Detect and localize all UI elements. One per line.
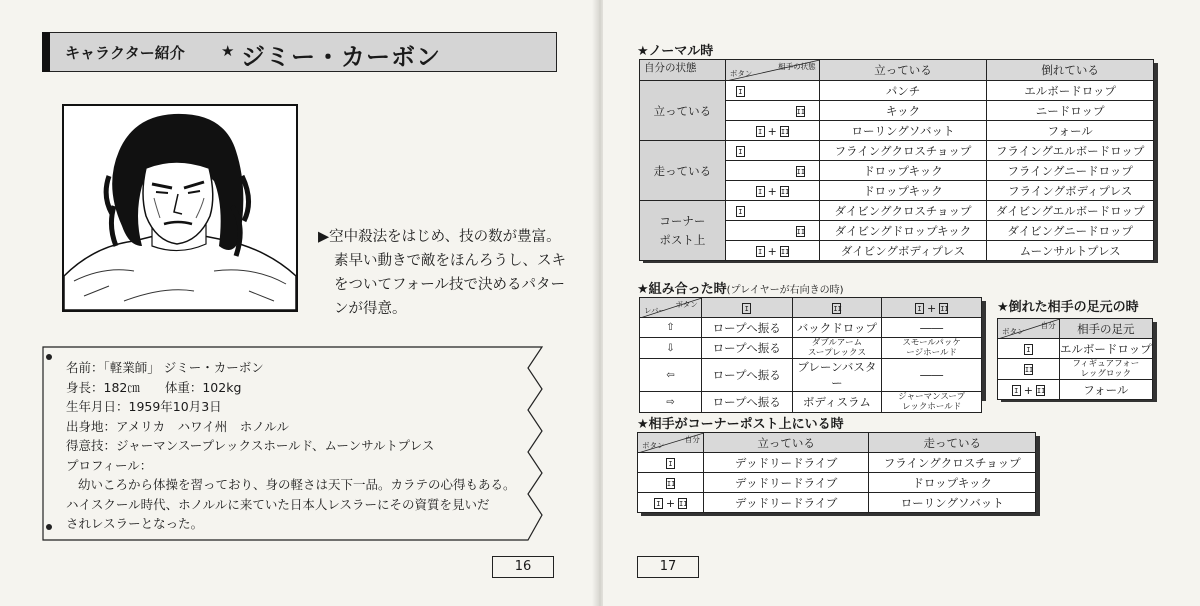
button-ii-icon: II [796,227,806,236]
move-cell: ダイビングクロスチョップ [819,201,987,221]
button-i-icon: I [915,303,924,314]
character-intro [318,225,568,321]
profile-height-weight: 身長：182㎝ 体重：102kg [66,379,242,395]
button-i-icon: I [756,246,765,257]
button-ii-icon: II [833,304,842,313]
state-running: 走っている [640,141,726,201]
header-button-ii [792,298,882,318]
header-down: 倒れている [987,60,1154,81]
normal-moves-table [639,59,1154,261]
move-cell: ドロップキック [819,181,987,201]
move-cell: エルボードロップ [987,81,1154,101]
button-i-icon: I [742,303,751,314]
button-cell: I + II [998,380,1060,400]
intro-line: 素早い動きで敵をほんろうし、スキ [334,253,566,269]
profile-text-line: 幼いころから体操を習っており、身の軽さは天下一品。カラテの心得もある。 [78,477,516,492]
corner-post-table [637,432,1036,513]
profile-birthplace: 出身地：アメリカ ハワイ州 ホノルル [66,418,289,434]
button-ii-icon: II [1036,386,1046,395]
header-button-both: I + II [882,298,982,318]
character-title-bar [42,32,557,72]
corner-post-section-title: ★相手がコーナーポスト上にいる時 [637,417,844,432]
move-cell: ダイビングニードロップ [987,221,1154,241]
move-cell: ダイビングエルボードロップ [987,201,1154,221]
button-ii-icon: II [666,479,676,488]
button-cell [725,161,819,181]
button-cell [998,339,1060,359]
move-cell: ダブルアーム スープレックス [792,338,882,359]
self-state-header: 自分の状態 [640,60,726,81]
move-cell: ローリングソバット [819,121,987,141]
button-cell [998,359,1060,380]
move-cell: ロープへ振る [701,338,792,359]
move-cell: フライングエルボードロップ [987,141,1154,161]
button-cell [725,201,819,221]
left-page [0,0,597,606]
normal-section-title: ★ノーマル時 [637,44,714,59]
move-cell: デッドリードライブ [703,473,869,493]
button-i-icon: I [1012,385,1021,396]
button-i-icon: I [736,146,745,157]
move-cell: フライングボディプレス [987,181,1154,201]
move-cell: ロープへ振る [701,392,792,413]
button-ii-icon: II [780,247,790,256]
corner-header: 相手の状態 ボタン [725,60,819,81]
move-cell: ロープへ振る [701,359,792,392]
move-cell: フィギュアフォー レッグロック [1059,359,1152,380]
binder-hole [46,354,52,360]
button-ii-icon: II [796,167,806,176]
grapple-moves-table [639,297,982,413]
button-i-icon: I [666,458,675,469]
profile-birthday: 生年月日：1959年10月3日 [66,399,222,414]
move-cell: ローリングソバット [869,493,1036,513]
button-cell [725,141,819,161]
button-cell [725,101,819,121]
profile-label: プロフィール： [66,457,153,473]
button-i-icon: I [1024,344,1033,355]
header-opponent-feet: 相手の足元 [1059,319,1152,339]
button-i-icon: I [756,186,765,197]
binder-hole [46,524,52,530]
button-i-icon: I [654,498,663,509]
page-number-right: 17 [637,556,699,578]
character-portrait [62,104,298,312]
move-cell: ダイビングドロップキック [819,221,987,241]
button-ii-icon: II [1024,366,1034,374]
button-ii-icon: II [780,127,790,136]
button-cell: I + II [725,121,819,141]
intro-line: をついてフォール技で決めるパター [334,277,565,293]
lever-left-icon: ⇦ [640,359,702,392]
move-cell: デッドリードライブ [703,453,869,473]
move-cell: ―― [882,318,982,338]
header-standing: 立っている [703,433,869,453]
button-ii-icon: II [796,107,806,116]
move-cell: ブレーンバスター [792,359,882,392]
move-cell: デッドリードライブ [703,493,869,513]
move-cell: フォール [987,121,1154,141]
character-name-title: ジミー・カーボン [241,43,441,71]
move-cell: パンチ [819,81,987,101]
profile-text-line: ハイスクール時代、ホノルルに来ていた日本人レスラーにその資質を見いだ [66,496,490,512]
move-cell: ―― [882,359,982,392]
move-cell: エルボードロップ [1059,339,1152,359]
button-cell [638,453,704,473]
header-running: 走っている [869,433,1036,453]
button-cell: I + II [638,493,704,513]
downed-feet-table [997,318,1153,400]
grapple-section-title: ★組み合った時(プレイヤーが右向きの時) [637,282,844,297]
move-cell: ニードロップ [987,101,1154,121]
move-cell: キック [819,101,987,121]
corner-header: 自分 ボタン [638,433,704,453]
downed-feet-section-title: ★倒れた相手の足元の時 [997,300,1139,315]
right-page [603,0,1200,606]
state-corner-post: コーナー ポスト上 [640,201,726,261]
move-cell: フォール [1059,380,1152,400]
button-ii-icon: II [780,187,790,196]
header-standing: 立っている [819,60,987,81]
move-cell: ボディスラム [792,392,882,413]
move-cell: フライングクロスチョップ [819,141,987,161]
button-i-icon: I [756,126,765,137]
move-cell: スモールパッケ ージホールド [882,338,982,359]
button-cell [725,81,819,101]
move-cell: ダイビングボディプレス [819,241,987,261]
move-cell: フライングクロスチョップ [869,453,1036,473]
button-cell: I + II [725,181,819,201]
button-ii-icon: II [940,304,949,313]
move-cell: ムーンサルトプレス [987,241,1154,261]
corner-header: 自分 ボタン [998,319,1060,339]
profile-special-move: 得意技：ジャーマンスープレックスホールド、ムーンサルトプレス [66,438,435,453]
star-icon: ★ [221,42,235,60]
profile-name: 名前：「軽業師」 ジミー・カーボン [66,360,264,375]
title-accent-bar [42,32,50,72]
section-label: キャラクター紹介 [65,44,185,62]
button-cell [638,473,704,493]
profile-details [66,358,536,534]
state-standing: 立っている [640,81,726,141]
intro-line: ▶空中殺法をはじめ、技の数が豊富。 [318,229,561,245]
move-cell: ドロップキック [869,473,1036,493]
header-button-i [701,298,792,318]
lever-down-icon: ⇩ [640,338,702,359]
move-cell: フライングニードロップ [987,161,1154,181]
move-cell: ジャーマンスープ レックホールド [882,392,982,413]
button-i-icon: I [736,206,745,217]
corner-header: ボタン レバー [640,298,702,318]
button-cell: I + II [725,241,819,261]
button-ii-icon: II [679,499,688,508]
button-cell [725,221,819,241]
lever-up-icon: ⇧ [640,318,702,338]
move-cell: バックドロップ [792,318,882,338]
move-cell: ロープへ振る [701,318,792,338]
page-number-left: 16 [492,556,554,578]
intro-line: ンが得意。 [334,301,407,317]
profile-text-line: されレスラーとなった。 [66,516,204,531]
move-cell: ドロップキック [819,161,987,181]
lever-right-icon: ⇨ [640,392,702,413]
button-i-icon: I [736,86,745,97]
